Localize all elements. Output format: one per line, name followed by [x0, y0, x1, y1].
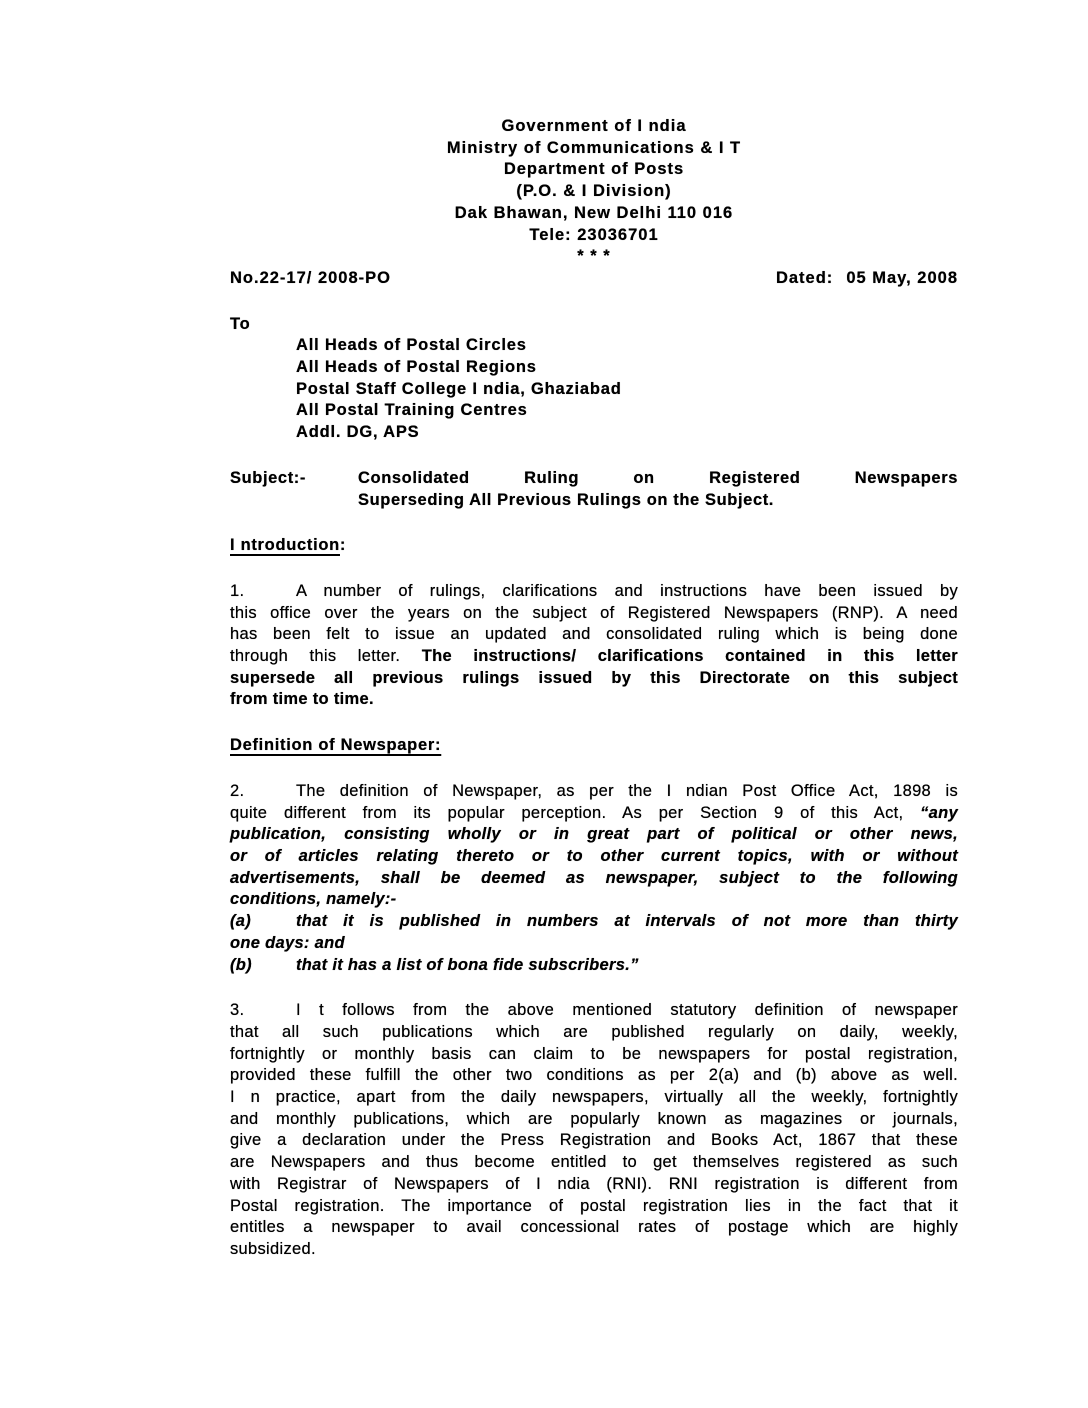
paragraph-line [230, 603, 958, 625]
text-segment: give a declaration under the Press Registration and Books Act, 1867 that these [230, 1131, 958, 1150]
reference-number: No.22-17/ 2008-PO [230, 268, 391, 287]
paragraph-line [230, 1174, 958, 1196]
text-segment: I t follows from the above mentioned statutory definition of newspaper [296, 1001, 958, 1020]
paragraph-line [230, 668, 958, 690]
text-segment: I n practice, apart from the daily newspapers, virtually all the weekly, fortnightly [230, 1088, 958, 1107]
paragraph [230, 1000, 958, 1260]
paragraph-line [230, 1044, 958, 1066]
text-segment: that it is published in numbers at intervals of not more than thirty [296, 912, 958, 931]
recipients [296, 335, 958, 444]
paragraph-number: (b) [230, 955, 252, 974]
subject-block [230, 468, 958, 511]
text-segment: this office over the years on the subject of Registered Newspapers (RNP). A need [230, 603, 958, 622]
text-segment: subsidized. [230, 1239, 316, 1258]
text-segment: advertisements, shall be deemed as newspaper, subject to the following [230, 868, 958, 887]
letterhead-line: * * * [577, 247, 611, 266]
text-segment: that all such publications which are published regularly on daily, weekly, [230, 1022, 958, 1041]
letterhead [230, 116, 958, 268]
text-segment: or of articles relating thereto or to other current topics, with or without [230, 846, 958, 865]
section-heading-text: I ntroduction [230, 536, 340, 555]
section-heading-colon: : [339, 536, 347, 555]
text-segment: has been felt to issue an updated and consolidated ruling which is being done [230, 625, 958, 644]
text-segment: supersede all previous rulings issued by this Directorate on this subject [230, 668, 958, 687]
recipient-item: Postal Staff College I ndia, Ghaziabad [296, 379, 622, 398]
dated-group [776, 268, 958, 290]
paragraph-line [230, 1239, 958, 1261]
text-segment: from time to time. [230, 690, 374, 709]
paragraph [230, 581, 958, 711]
letterhead-line: Dak Bhawan, New Delhi 110 016 [454, 203, 734, 222]
subject-line-1: Consolidated Ruling on Registered Newspapers [358, 468, 958, 487]
paragraph-line [230, 1000, 958, 1022]
text-segment: that it has a list of bona fide subscribers.” [296, 955, 639, 974]
paragraph-line [230, 846, 958, 868]
date-value: 05 May, 2008 [846, 268, 958, 287]
paragraph-line [230, 1130, 958, 1152]
recipient-item: All Heads of Postal Regions [296, 358, 537, 377]
section-heading [230, 735, 958, 757]
paragraph [230, 781, 958, 911]
paragraph [230, 955, 958, 977]
subject-content [358, 468, 958, 511]
text-segment: Postal registration. The importance of postal registration lies in the fact that it [230, 1196, 958, 1215]
paragraph-number: (a) [230, 912, 252, 931]
paragraph-line [230, 889, 958, 911]
letterhead-line: (P.O. & I Division) [516, 182, 672, 201]
recipient-item: All Postal Training Centres [296, 401, 528, 420]
paragraph-line [230, 1087, 958, 1109]
text-segment: conditions, namely:- [230, 890, 397, 909]
paragraph-number: 2. [230, 781, 245, 800]
paragraph-line [230, 781, 958, 803]
text-segment: The instructions/ clarifications contained in this letter [421, 647, 958, 666]
text-segment: provided these fulfill the other two conditions as per 2(a) and (b) above as well. [230, 1066, 958, 1085]
paragraph-line [230, 868, 958, 890]
to-label: To [230, 314, 251, 333]
paragraph-line [230, 803, 958, 825]
text-segment: entitles a newspaper to avail concessional rates of postage which are highly [230, 1218, 958, 1237]
paragraph [230, 911, 958, 954]
paragraph-line [230, 646, 958, 668]
paragraph-line [230, 689, 958, 711]
paragraph-line [230, 1196, 958, 1218]
reference-line [230, 268, 958, 290]
text-segment: “any [920, 803, 958, 822]
paragraph-number: 3. [230, 1001, 245, 1020]
letterhead-line: Ministry of Communications & I T [446, 138, 742, 157]
paragraph-line [230, 911, 958, 933]
section-heading-text: Definition of Newspaper: [230, 736, 442, 755]
paragraph-line [230, 1109, 958, 1131]
letterhead-line: Tele: 23036701 [529, 225, 659, 244]
date-label: Dated: [775, 268, 834, 287]
text-segment: through this letter. [230, 647, 422, 666]
text-segment: one days: and [230, 933, 345, 952]
letterhead-line: Department of Posts [503, 160, 685, 179]
paragraph-number: 1. [230, 581, 245, 600]
letterhead-line: Government of I ndia [501, 117, 687, 135]
paragraph-line [230, 1217, 958, 1239]
paragraph-line [230, 1152, 958, 1174]
paragraph-line [230, 1022, 958, 1044]
paragraph-line [230, 1065, 958, 1087]
text-segment: A number of rulings, clarifications and instructions have been issued by [296, 581, 958, 600]
recipient-item: Addl. DG, APS [296, 423, 420, 442]
paragraph-line [230, 955, 958, 977]
text-segment: are Newspapers and thus become entitled to get themselves registered as such [230, 1153, 958, 1172]
text-segment: with Registrar of Newspapers of I ndia (RNI). RNI registration is different from [230, 1174, 958, 1193]
paragraph-line [230, 581, 958, 603]
section-heading [230, 535, 958, 557]
paragraph-line [230, 624, 958, 646]
text-segment: The definition of Newspaper, as per the I ndian Post Office Act, 1898 is [296, 781, 958, 800]
paragraph-line [230, 933, 958, 955]
text-segment: quite different from its popular perception. As per Section 9 of this Act, [230, 803, 921, 822]
text-segment: publication, consisting wholly or in great part of political or other news, [230, 825, 958, 844]
text-segment: and monthly publications, which are popularly known as magazines or journals, [230, 1109, 958, 1128]
recipient-item: All Heads of Postal Circles [296, 336, 527, 355]
paragraph-line [230, 824, 958, 846]
letter-body [230, 535, 958, 1260]
text-segment: fortnightly or monthly basis can claim to be newspapers for postal registration, [230, 1044, 958, 1063]
subject-line-2: Superseding All Previous Rulings on the Subject. [358, 490, 774, 509]
subject-label: Subject:- [230, 468, 306, 487]
